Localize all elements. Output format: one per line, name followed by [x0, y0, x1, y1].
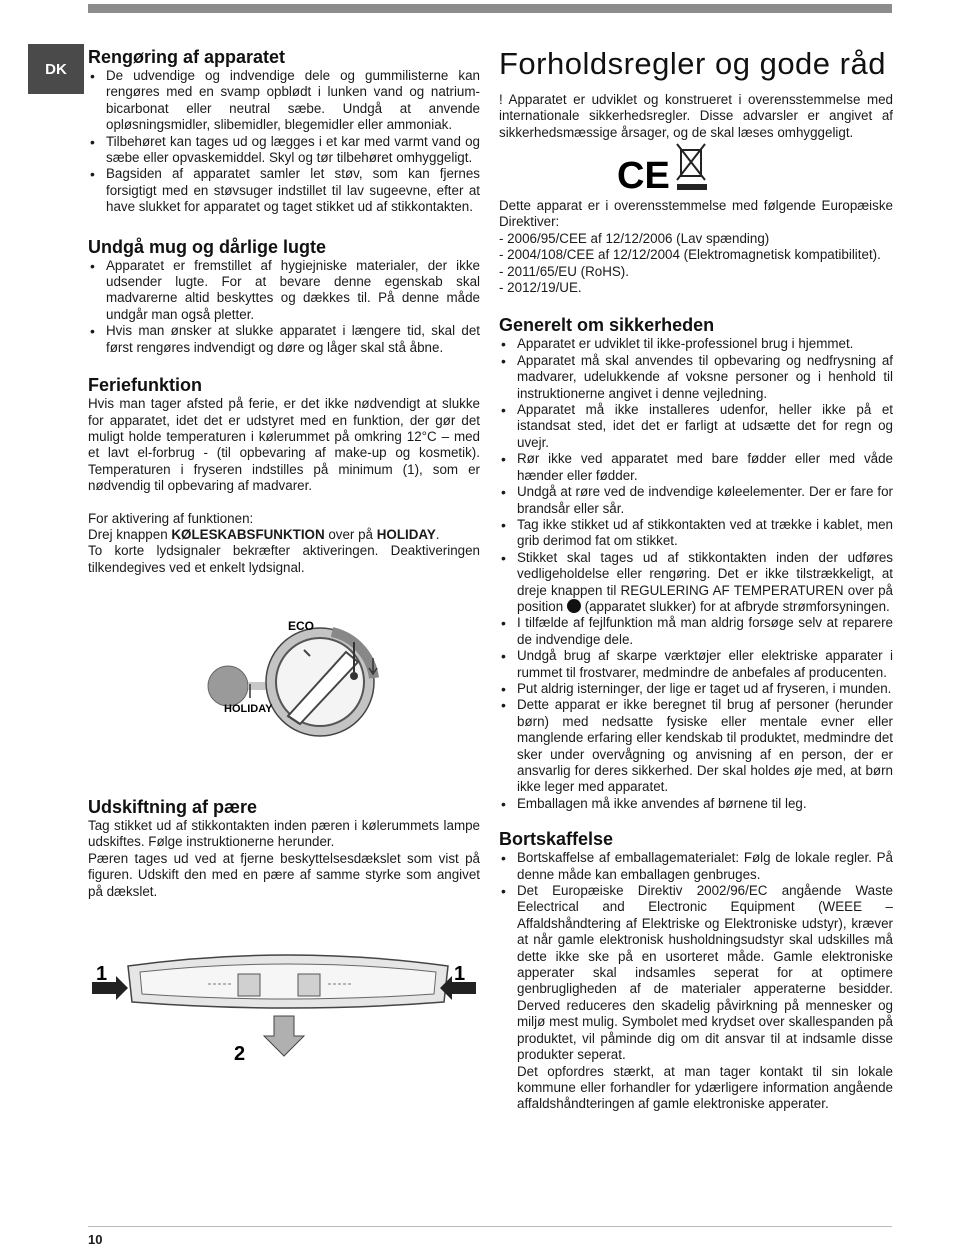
list-item-text: Stikket skal tages ud af stikkontakten inden der udføres vedligeholdelse eller rengøring. Det er ikke tilstrækkeligt, at dreje knappen til REGULERING AF TEMPERATUREN over på position	[517, 549, 893, 614]
list-item: • Tilbehøret kan tages ud og lægges i et kar med varmt vand og sæbe eller opvaskemiddel. Skyl og tør tilbehøret omhyggeligt.	[88, 134, 480, 167]
list-item: • Emballagen må ikke anvendes af børnene til leg.	[499, 796, 893, 812]
list-item: • Put aldrig isterninger, der lige er taget ud af fryseren, i munden.	[499, 681, 893, 697]
list-item: • De udvendige og indvendige dele og gummilisterne kan rengøres med en svamp opblødt i lunken vand og natrium-bicarbonat eller neutral sæbe. Undgå at anvende opløsningsmidler, slibemidler, blegemidler eller ammoniak.	[88, 68, 480, 134]
bulb-socket-left	[238, 974, 260, 996]
lamp-cover-figure	[88, 932, 480, 1072]
safety-list	[499, 336, 893, 812]
top-rule	[88, 4, 892, 13]
bulb-paragraph-2: Pæren tages ud ved at fjerne beskyttelsesdækslet som vist på figuren. Udskift den med en pære af samme styrke som angivet på dækslet.	[88, 850, 480, 899]
list-item: - 2012/19/UE.	[499, 280, 582, 296]
list-item-text: (apparatet slukker) for at afbryde strømforsyningen.	[584, 598, 890, 614]
left-column	[88, 46, 480, 576]
list-item: • Bortskaffelse af emballagematerialet: Følg de lokale regler. På denne måde kan emballagen genbruges.	[499, 850, 893, 883]
off-position-icon	[567, 599, 581, 613]
list-item: • I tilfælde af fejlfunktion må man aldrig forsøge selv at reparere de indvendige dele.	[499, 615, 893, 648]
holiday-activation-label: For aktivering af funktionen:	[88, 510, 254, 526]
section-title-safety: Generelt om sikkerheden	[499, 315, 715, 336]
button-circle	[208, 666, 248, 706]
directives-list	[499, 231, 893, 297]
cleaning-list	[88, 68, 480, 216]
holiday-setting: HOLIDAY	[376, 526, 436, 542]
step-1-label-right: 1	[454, 963, 466, 985]
section-title-bulb: Udskiftning af pære	[88, 797, 258, 817]
list-item: • Apparatet må skal anvendes til opbevaring og nedfrysning af madvarer, udelukkende af voksne personer og i henhold til instruktionerne angivet i denne vejledning.	[499, 353, 893, 402]
holiday-paragraph: Hvis man tager afsted på ferie, er det ikke nødvendigt at slukke for apparatet, idet det er udstyret med en funktion, der gør det muligt holde temperaturen i kølerummet på omkring 12°C – med et lavt el-forbrug - (til opbevaring af make-up og kosmetik). Temperaturen i fryseren indstilles på minimum (1), som er nødvendig til opbevaring af madvarer.	[88, 396, 480, 494]
list-item: • Apparatet er fremstillet af hygiejniske materialer, der ikke udsender lugte. For at bevare denne egenskab skal madvarerne altid beskyttes og dækkes til. På denne måde undgår man også pletter.	[88, 258, 480, 324]
disposal-final-paragraph: Det opfordres stærkt, at man tager kontakt til sin lokale kommune eller forhandler for ydærligere information angående affaldshåndteringen af gamle elektroniske apperater.	[517, 1063, 893, 1112]
directives-intro: Dette apparat er i overensstemmelse med følgende Europæiske Direktiver:	[499, 198, 893, 230]
lamp-illustration	[88, 932, 480, 1072]
disposal-list	[499, 850, 893, 1063]
step-1-label-left: 1	[96, 963, 108, 985]
compliance-icons	[499, 138, 893, 194]
bulb-socket-right	[298, 974, 320, 996]
weee-bar	[677, 184, 707, 190]
language-tab: DK	[28, 44, 84, 94]
list-item: • Dette apparat er ikke beregnet til brug af personer (herunder børn) med nedsatte fysiske eller mentale evner eller manglende erfaring eller kendskab til produktet, medmindre det sker under overvågning og anvisning af en person, der er ansvarlig for deres sikkerhed. Der skal holdes øje med, at børn ikke leger med apparatet.	[499, 697, 893, 795]
holiday-activation-step	[88, 527, 480, 543]
holiday-signal-note: To korte lydsignaler bekræfter aktiveringen. Deaktiveringen tilkendegives ved et enkelt lydsignal.	[88, 543, 480, 575]
list-item: - 2011/65/EU (RoHS).	[499, 263, 629, 279]
page-number: 10	[88, 1232, 103, 1247]
list-item: • Undgå brug af skarpe værktøjer eller elektriske apparater i rummet til frostvarer, medmindre de anbefales af producenten.	[499, 648, 893, 681]
pull-arrow-down-icon	[264, 1016, 304, 1056]
list-item: - 2006/95/CEE af 12/12/2006 (Lav spænding)	[499, 230, 770, 246]
step-text: Drej knappen	[88, 526, 172, 542]
list-item: • Rør ikke ved apparatet med bare fødder eller med våde hænder eller fødder.	[499, 451, 893, 484]
list-item: • Hvis man ønsker at slukke apparatet i længere tid, skal det først rengøres indvendigt og døre og låger skal stå åbne.	[88, 323, 480, 356]
section-title-cleaning: Rengøring af apparatet	[88, 47, 286, 67]
list-item: • Det Europæiske Direktiv 2002/96/EC angående Waste Eelectrical and Electronic Equipment (WEEE – Affaldshåndtering af Elektriske og Elektroniske udstyr), kræver at når gamle elektronisk husholdningsudstyr skal udskilles må dette ikke ske på en usorteret måde. Gamle elektroniske apperater skal indsamles seperat for at optimere genbrugligheden af de materialer apperaterne besidder. Derved reduceres den skadelig påvirkning på mennesker og miljø mest mulig. Symbolet med krydset over skallespanden på produktet, vil påminde dig om dit ansvar til at indsamle disse produkter seperat.	[499, 883, 893, 1063]
knob-illustration	[88, 596, 480, 766]
list-item: • Bagsiden af apparatet samler let støv, som kan fjernes forsigtigt med en støvsuger indstillet til lav sugeevne, efter at have slukket for apparatet og taget stikket ud af stikkontakten.	[88, 166, 480, 215]
footer-rule	[88, 1226, 892, 1227]
list-item: • Apparatet er udviklet til ikke-professionel brug i hjemmet.	[499, 336, 893, 352]
eco-label: ECO	[288, 619, 315, 633]
list-item: • Tag ikke stikket ud af stikkontakten ved at trække i kablet, men grib derimod fat om stikket.	[499, 517, 893, 550]
ce-mark-icon: CE	[617, 155, 670, 194]
right-column-top	[499, 46, 893, 141]
section-title-mould: Undgå mug og dårlige lugte	[88, 236, 326, 257]
thermometer-bulb	[350, 672, 358, 680]
section-title-disposal: Bortskaffelse	[499, 829, 614, 850]
mould-list	[88, 258, 480, 356]
list-item	[499, 550, 893, 616]
compliance-marks	[499, 138, 893, 194]
lamp-cover-inner	[140, 964, 436, 999]
section-title-holiday: Feriefunktion	[88, 375, 203, 396]
list-item: • Undgå at røre ved de indvendige køleelementer. Der er fare for brandsår eller sår.	[499, 484, 893, 517]
step-text: .	[435, 526, 440, 542]
list-item: - 2004/108/CEE af 12/12/2004 (Elektromagnetisk kompatibilitet).	[499, 247, 881, 263]
bulb-paragraph-1: Tag stikket ud af stikkontakten inden pæren i kølerummets lampe udskiftes. Følge instruktionerne herunder.	[88, 818, 480, 850]
step-2-label: 2	[234, 1043, 246, 1065]
section-title-precautions: Forholdsregler og gode råd	[499, 46, 886, 81]
right-column-main	[499, 198, 893, 1113]
precautions-intro: ! Apparatet er udviklet og konstrueret i overensstemmelse med internationale sikkerhedsregler. Disse advarsler er angivet af sikkerhedsmæssige årsager, og de skal læses omhyggeligt.	[499, 92, 893, 140]
thermostat-knob-figure	[88, 596, 480, 766]
knob-name: KØLESKABSFUNKTION	[171, 526, 325, 542]
list-item: • Apparatet må ikke installeres udenfor, heller ikke på et istandsat sted, idet det er farligt at udsætte det for regn og uvejr.	[499, 402, 893, 451]
holiday-label: HOLIDAY	[224, 703, 273, 715]
bulb-section	[88, 796, 480, 900]
step-text: over på	[324, 526, 377, 542]
